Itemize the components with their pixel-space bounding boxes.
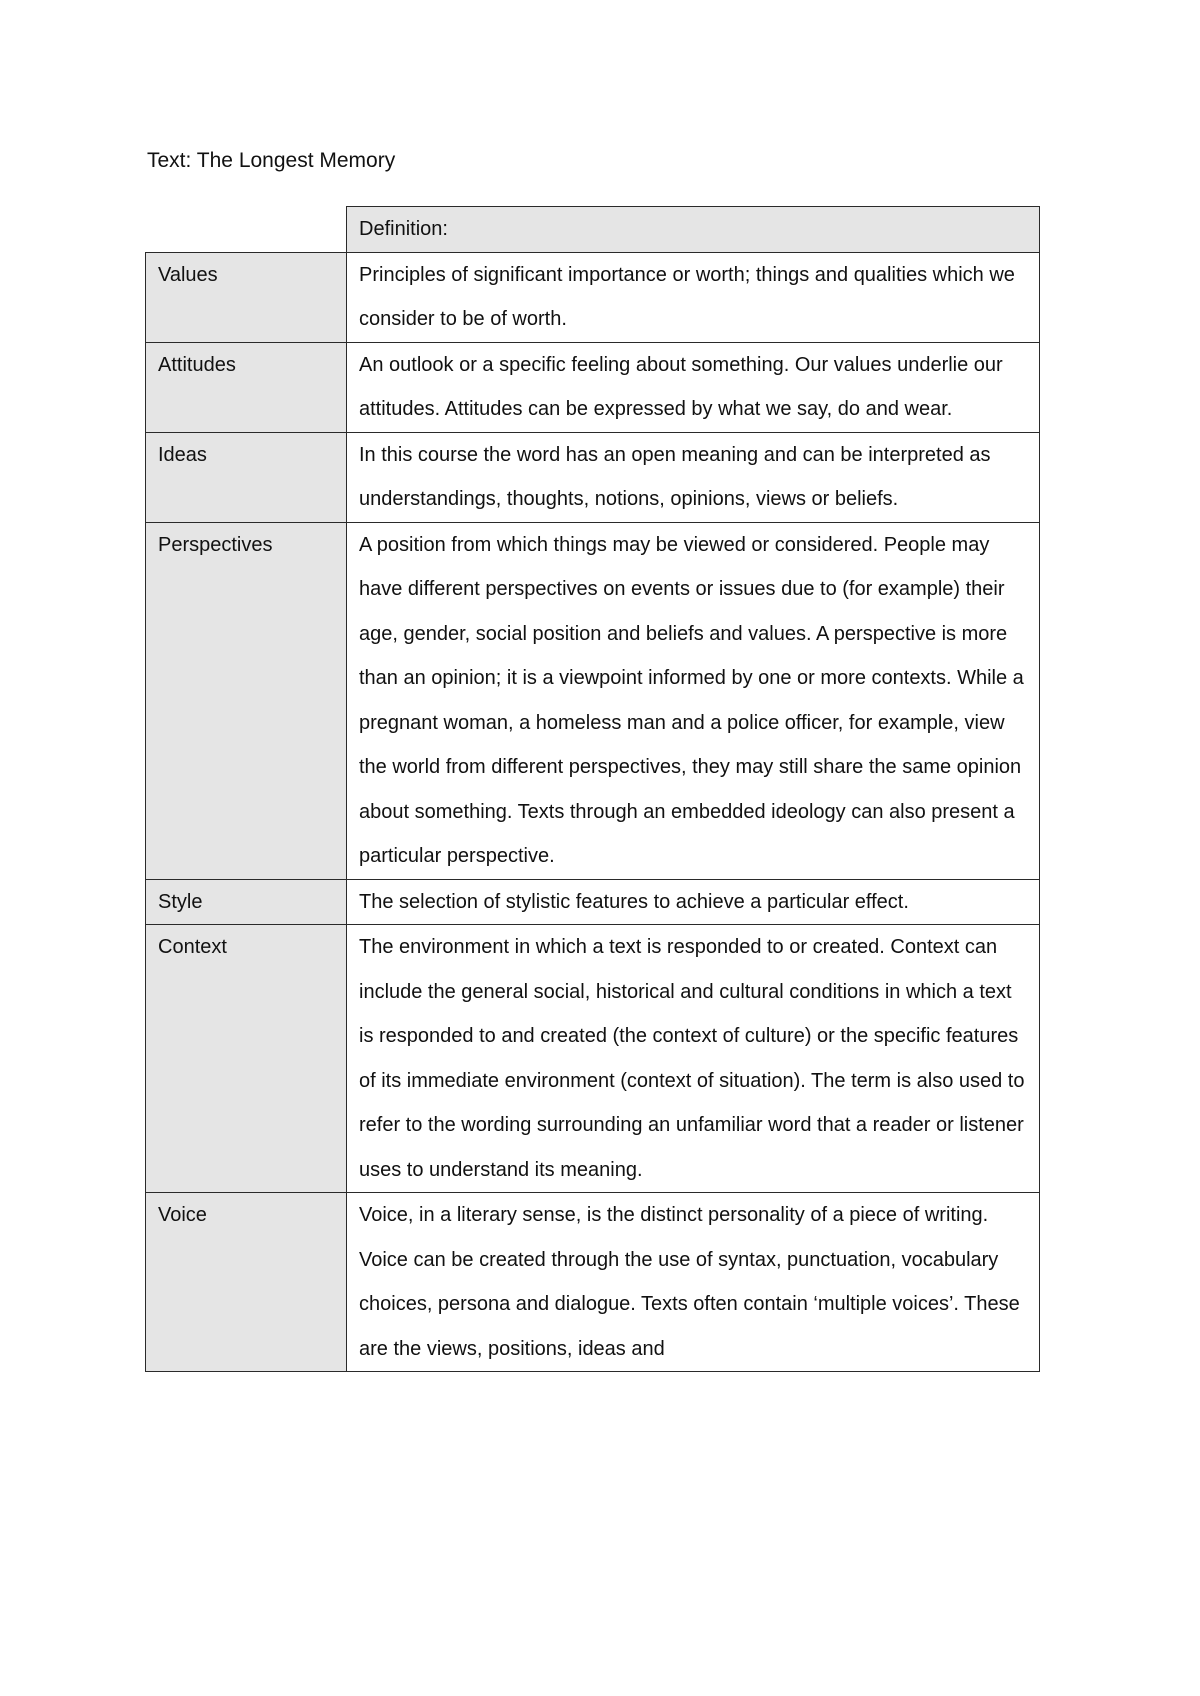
table-row — [146, 925, 1040, 1193]
definition-voice: Voice, in a literary sense, is the distinct personality of a piece of writing. Voice can be created through the use of syntax, punctuation, vocabulary choices, persona and dialogue. Texts often contain ‘multiple voices’. These are the views, positions, ideas and — [347, 1193, 1040, 1372]
definition-attitudes: An outlook or a specific feeling about something. Our values underlie our attitudes. Attitudes can be expressed by what we say, do and wear. — [347, 342, 1040, 432]
definitions-table — [145, 206, 1040, 1372]
term-values: Values — [146, 252, 347, 342]
term-ideas: Ideas — [146, 432, 347, 522]
term-attitudes: Attitudes — [146, 342, 347, 432]
definition-perspectives: A position from which things may be viewed or considered. People may have different perspectives on events or issues due to (for example) their age, gender, social position and beliefs and values. A perspective is more than an opinion; it is a viewpoint informed by one or more contexts. While a pregnant woman, a homeless man and a police officer, for example, view the world from different perspectives, they may still share the same opinion about something. Texts through an embedded ideology can also present a particular perspective. — [347, 522, 1040, 879]
table-row — [146, 879, 1040, 925]
table-row — [146, 252, 1040, 342]
definition-ideas: In this course the word has an open meaning and can be interpreted as understandings, thoughts, notions, opinions, views or beliefs. — [347, 432, 1040, 522]
definition-values: Principles of significant importance or worth; things and qualities which we consider to be of worth. — [347, 252, 1040, 342]
definition-context: The environment in which a text is responded to or created. Context can include the general social, historical and cultural conditions in which a text is responded to and created (the context of culture) or the specific features of its immediate environment (context of situation). The term is also used to refer to the wording surrounding an unfamiliar word that a reader or listener uses to understand its meaning. — [347, 925, 1040, 1193]
table-row — [146, 432, 1040, 522]
table-header-row — [146, 207, 1040, 253]
definition-style: The selection of stylistic features to achieve a particular effect. — [347, 879, 1040, 925]
table-corner-cell — [146, 207, 347, 253]
page-title: Text: The Longest Memory — [147, 149, 396, 172]
term-context: Context — [146, 925, 347, 1193]
table-row — [146, 522, 1040, 879]
term-style: Style — [146, 879, 347, 925]
table-row — [146, 342, 1040, 432]
term-voice: Voice — [146, 1193, 347, 1372]
definition-header: Definition: — [347, 207, 1040, 253]
table-row — [146, 1193, 1040, 1372]
term-perspectives: Perspectives — [146, 522, 347, 879]
